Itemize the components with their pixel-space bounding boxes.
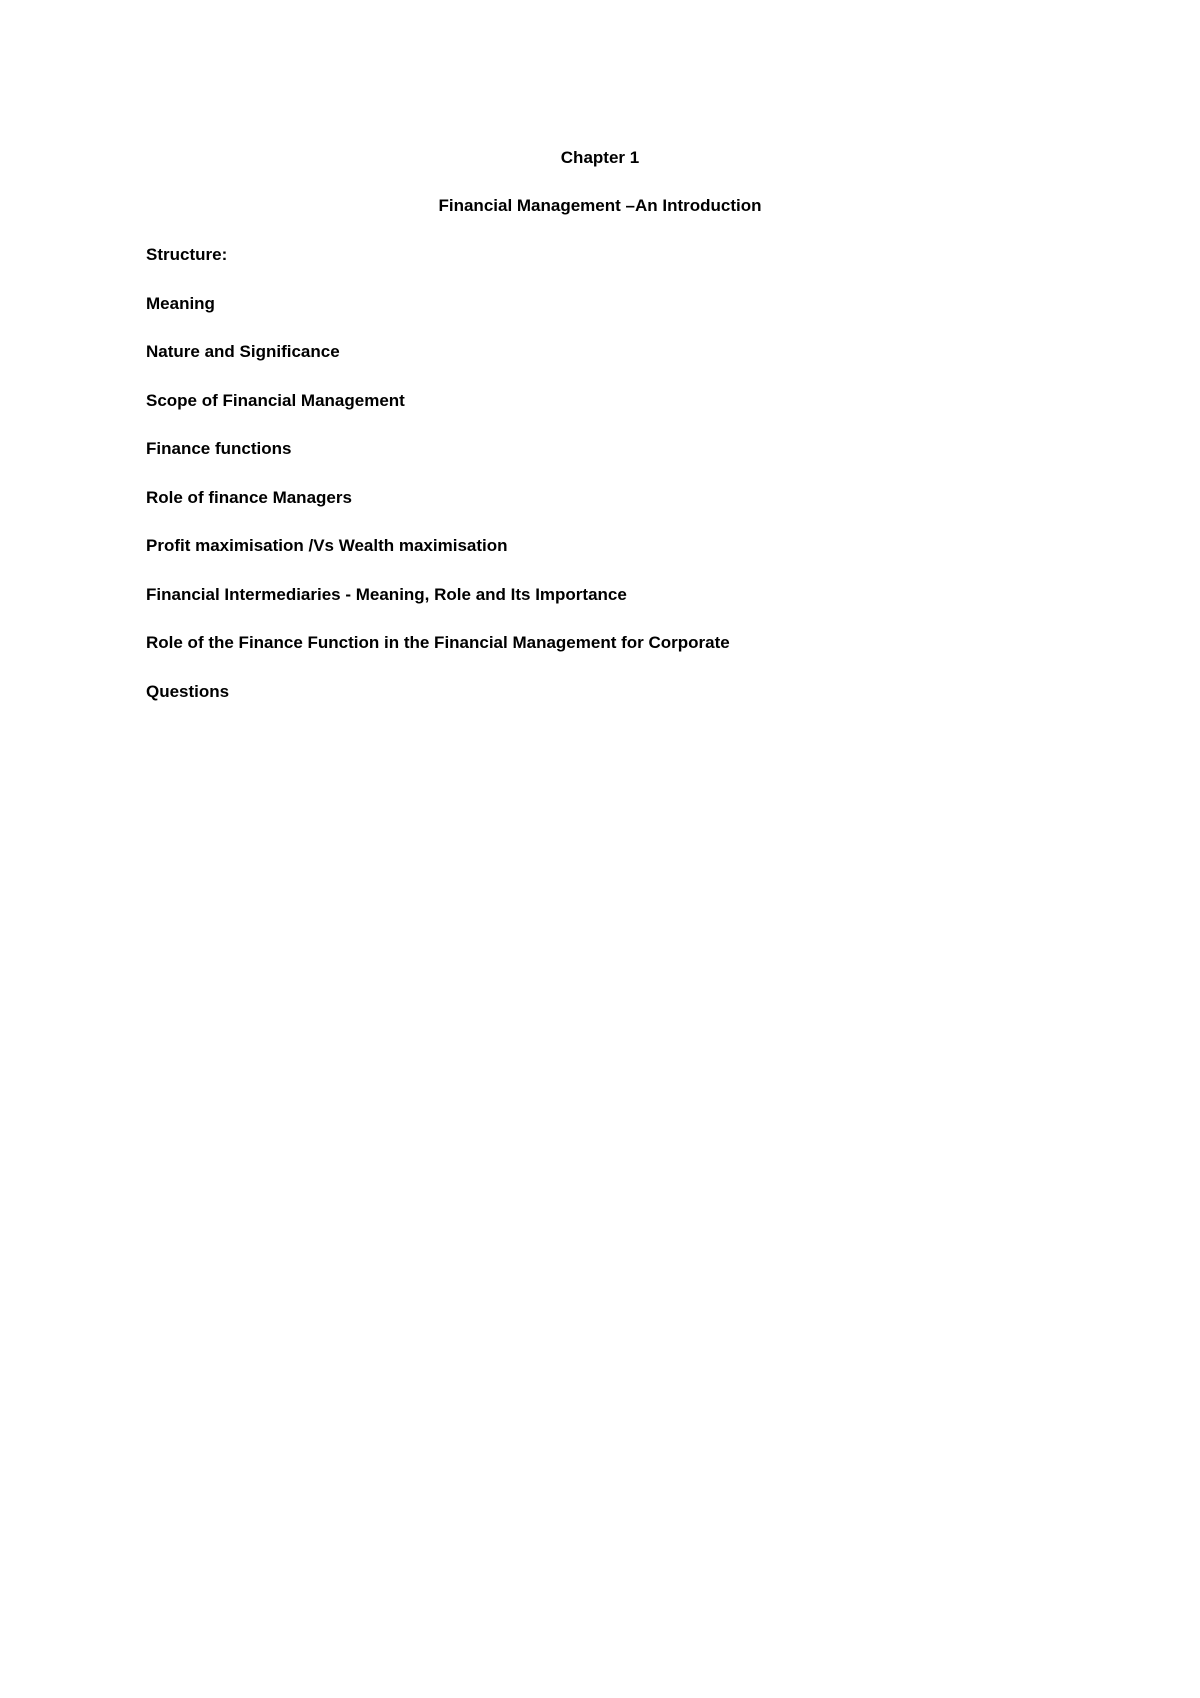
structure-label: Structure: xyxy=(146,245,228,264)
structure-item-scope: Scope of Financial Management xyxy=(146,390,405,410)
structure-list xyxy=(146,243,1086,704)
structure-item-questions: Questions xyxy=(146,681,230,701)
structure-item-finance-functions: Finance functions xyxy=(146,439,292,458)
structure-item-profit-vs-wealth: Profit maximisation /Vs Wealth maximisation xyxy=(146,536,508,555)
structure-item-nature-significance: Nature and Significance xyxy=(146,342,340,361)
structure-item-role-finance-managers: Role of finance Managers xyxy=(146,487,352,507)
structure-item-meaning: Meaning xyxy=(146,293,215,313)
structure-item-financial-intermediaries: Financial Intermediaries - Meaning, Role and Its Importance xyxy=(146,584,627,604)
chapter-title: Financial Management –An Introduction xyxy=(438,196,762,215)
chapter-heading xyxy=(0,146,1200,218)
structure-item-role-finance-function: Role of the Finance Function in the Financial Management for Corporate xyxy=(146,633,730,652)
chapter-number: Chapter 1 xyxy=(560,148,640,167)
